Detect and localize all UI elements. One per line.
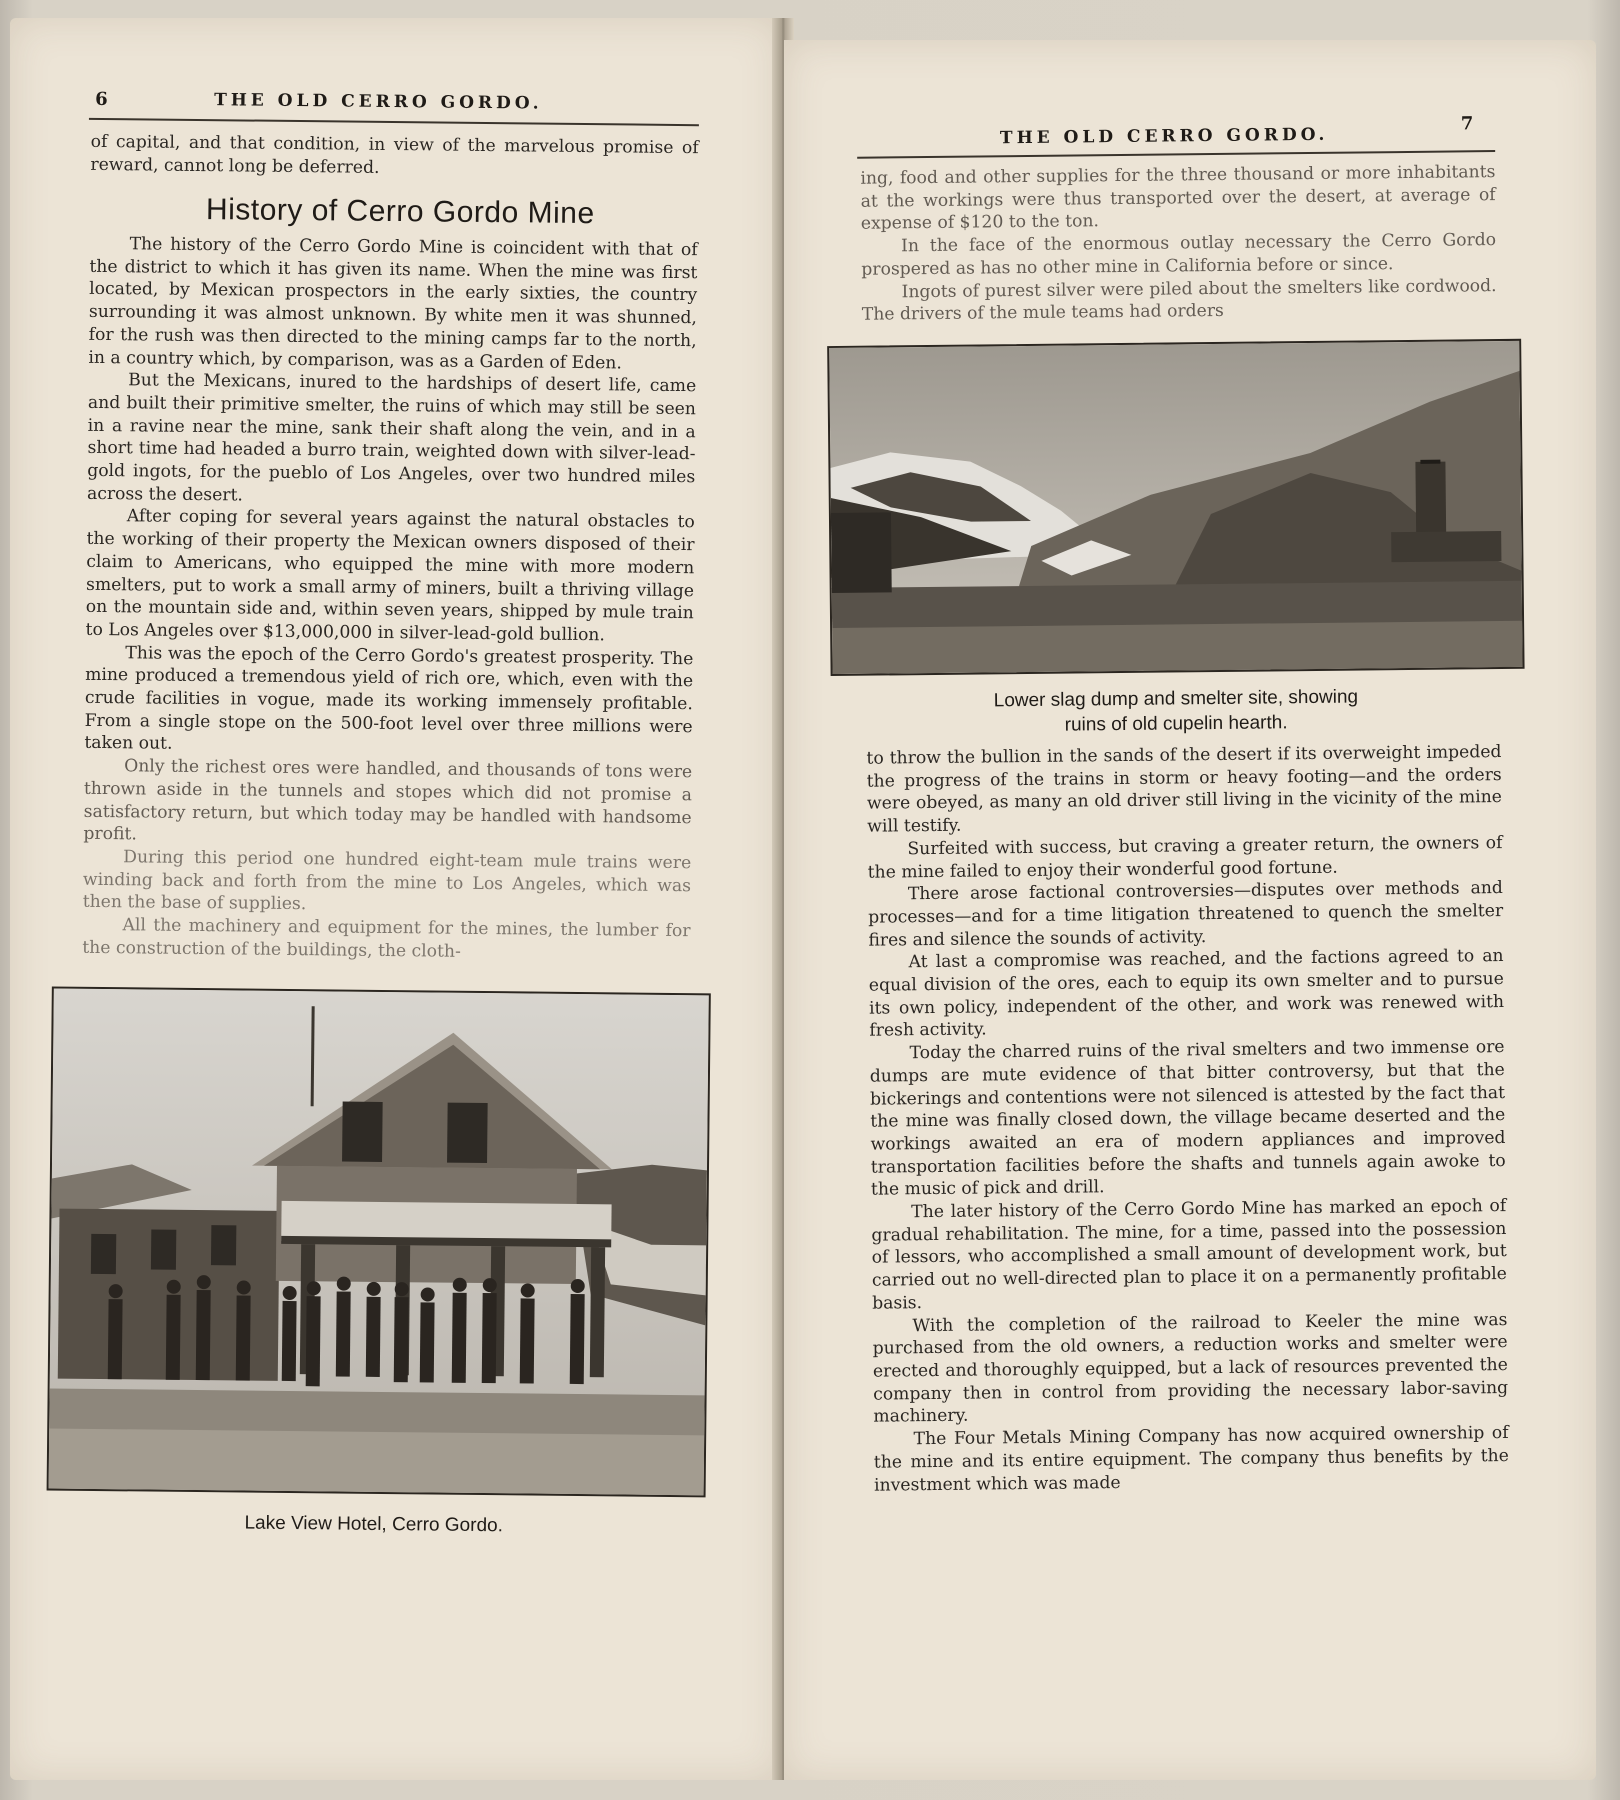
- hotel-photo-caption: Lake View Hotel, Cerro Gordo.: [244, 1512, 504, 1537]
- header-rule: [857, 150, 1495, 159]
- smelter-photo-caption: [831, 683, 1521, 740]
- top-body: [860, 161, 1497, 327]
- paragraph: Only the richest ores were handled, and thousands of tons were thrown aside in the tunnels and stopes which did not promise a satisfactory return, but which today may be handled with handsome profit.: [83, 756, 693, 845]
- paragraph: ing, food and other supplies for the three thousand or more inhabitants at the workings were thus transported over the desert, at average of expense of $120 to the ton.: [860, 162, 1496, 235]
- page-number: 6: [95, 88, 108, 111]
- caption-line: ruins of old cupelin hearth.: [1064, 712, 1288, 736]
- hotel-photo-image: [49, 989, 709, 1496]
- section-heading: History of Cerro Gordo Mine: [205, 193, 595, 231]
- paragraph: The later history of the Cerro Gordo Mine has marked an epoch of gradual rehabilitation. The mine, for a time, passed into the possession of lessors, who accomplished a small amount of development work, but carried out no well-directed plan to place it on a permanently profitable basis.: [871, 1196, 1508, 1314]
- bottom-body: [866, 741, 1509, 1497]
- right-page: [784, 40, 1596, 1780]
- smelter-photo-image: [829, 341, 1522, 674]
- running-head: THE OLD CERRO GORDO.: [999, 124, 1329, 149]
- paragraph: All the machinery and equipment for the mines, the lumber for the construction of the buildings, the cloth-: [82, 915, 691, 962]
- paragraph: At last a compromise was reached, and the factions agreed to an equal division of the ores, each to equip its own smelter and to pursue its own policy, independent of the other, and work was renewed with fresh activity.: [868, 946, 1505, 1042]
- paragraph: The history of the Cerro Gordo Mine is coincident with that of the district to which it has given its name. When the mine was first located, by Mexican prospectors in the early sixties, the country surrounding it was almost unknown. By white men it was shunned, for the rush was then directed to the mining camps far to the north, in a country which, by comparison, was as a Garden of Eden.: [88, 234, 698, 373]
- paragraph: This was the epoch of the Cerro Gordo's greatest prosperity. The mine produced a tremendous yield of rich ore, which, even with the crude facilities in vogue, made its working immensely profitable. From a single stope on the 500-foot level over three millions were taken out.: [84, 642, 694, 755]
- paragraph: Surfeited with success, but craving a greater return, the owners of the mine failed to enjoy their wonderful good fortune.: [867, 832, 1503, 883]
- paragraph: of capital, and that condition, in view of the marvelous promise of reward, cannot long be deferred.: [90, 131, 699, 178]
- header-rule: [89, 118, 699, 126]
- paragraph: to throw the bullion in the sands of the desert if its overweight impeded the progress of the trains in storm or heavy footing—and the orders were obeyed, as many an old driver still living in the vicinity of the mine will testify.: [866, 742, 1503, 837]
- paragraph: Ingots of purest silver were piled about the smelters like cordwood. The drivers of the mule teams had orders: [861, 275, 1497, 325]
- paragraph: After coping for several years against the natural obstacles to the working of their property the Mexican owners disposed of their claim to Americans, who equipped the mine with more modern smelters, put to work a small army of miners, built a thriving village on the mountain side and, within seven years, shipped by mule train to Los Angeles over $13,000,000 in silver-lead-gold bullion.: [85, 506, 695, 646]
- continuation-text: [90, 131, 698, 183]
- history-body: [82, 233, 698, 966]
- paragraph: With the completion of the railroad to Keeler the mine was purchased from the old owners, a reduction works and smelter were erected and thoroughly equipped, but a lack of resources prevented the company then in control from providing the necessary labor-saving machinery.: [872, 1309, 1509, 1428]
- hotel-photo: [47, 986, 711, 1497]
- paragraph: During this period one hundred eight-team mule trains were winding back and forth from the mine to Los Angeles, which was then the base of supplies.: [82, 847, 692, 915]
- paragraph: There arose factional controversies—disputes over methods and processes—and for a time litigation threatened to quench the smelter fires and silence the sounds of activity.: [868, 878, 1504, 951]
- running-head: THE OLD CERRO GORDO.: [214, 90, 543, 114]
- paragraph: But the Mexicans, inured to the hardships of desert life, came and built their primitive smelter, the ruins of which may still be seen in a ravine near the mine, sank their shaft along the vein, and in a short time had headed a burro train, weighted down with silver-lead-gold ingots, for the pueblo of Los Angeles, over two hundred miles across the desert.: [86, 370, 697, 506]
- paragraph: The Four Metals Mining Company has now acquired ownership of the mine and its entire equipment. The company thus benefits by the investment which was made: [873, 1423, 1509, 1496]
- paragraph: Today the charred ruins of the rival smelters and two immense ore dumps are mute evidence of that bitter controversy, but that the bickerings and contentions were not silenced is attested by the fact that the mine was finally closed down, the village became deserted and the workings awaited an era of modern appliances and improved transportation facilities before the shafts and tunnels again awoke to the music of pick and drill.: [869, 1037, 1506, 1201]
- smelter-photo: [827, 339, 1524, 676]
- left-page: [10, 18, 780, 1780]
- paragraph: In the face of the enormous outlay necessary the Cerro Gordo prospered as has no other mine in California before or since.: [861, 230, 1497, 280]
- page-number: 7: [1460, 113, 1474, 135]
- caption-line: Lower slag dump and smelter site, showing: [993, 686, 1359, 712]
